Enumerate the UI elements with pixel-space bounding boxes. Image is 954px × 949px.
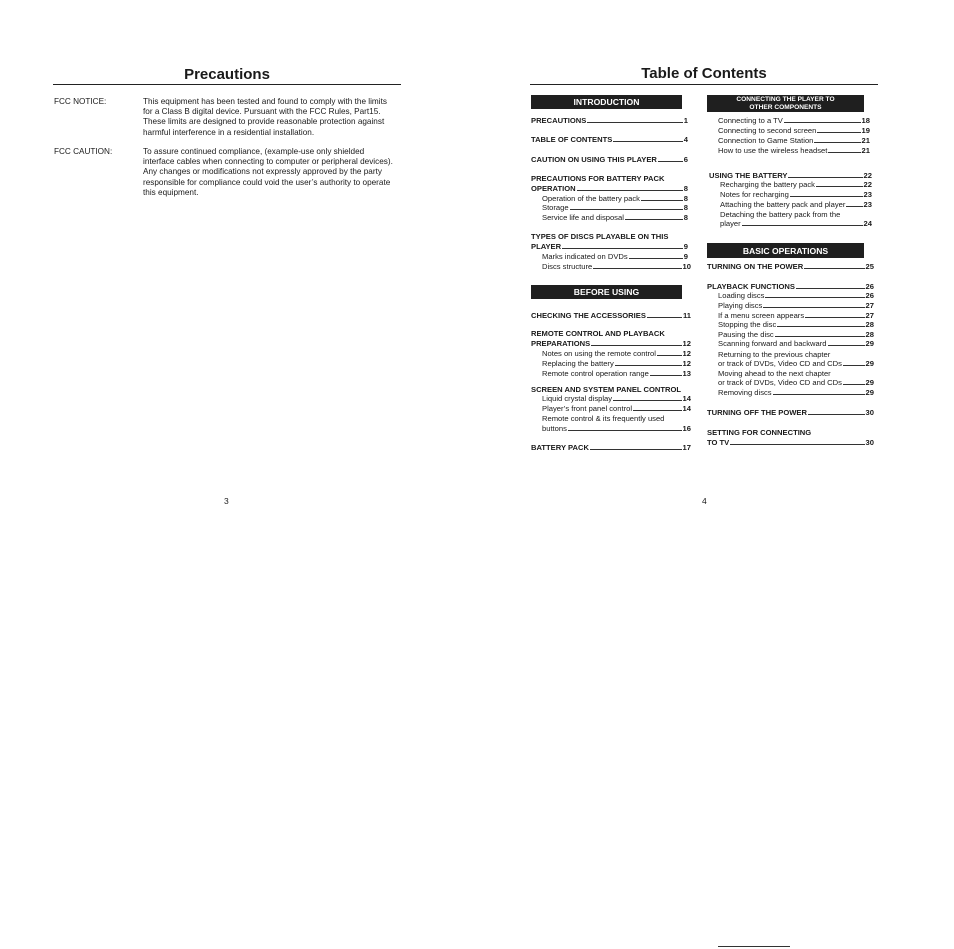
toc-entry-label: Notes for recharging <box>720 190 789 199</box>
toc-page-number: 26 <box>865 291 874 300</box>
fcc-caution-line: To assure continued compliance, (example-use only shielded <box>143 147 365 156</box>
fcc-notice-line: This equipment has been tested and found to comply with the limits <box>143 97 387 106</box>
toc-page-number: 30 <box>865 438 874 447</box>
toc-page-number: 30 <box>865 408 874 417</box>
fcc-caution-line: this equipment. <box>143 187 199 197</box>
toc-page-number: 4 <box>683 135 688 144</box>
toc-leader-line <box>587 122 682 123</box>
toc-entry-label: USING THE BATTERY <box>709 171 788 180</box>
toc-leader-line <box>777 326 864 327</box>
toc-entry-label: Discs structure <box>542 262 593 271</box>
toc-entry <box>720 200 872 209</box>
toc-page-number: 22 <box>863 180 872 189</box>
toc-entry-label: Playing discs <box>718 301 763 310</box>
toc-page-number: 22 <box>863 171 872 180</box>
toc-entry <box>707 408 874 417</box>
toc-leader-line <box>629 258 683 259</box>
toc-entry-label: SETTING FOR CONNECTING <box>707 428 812 437</box>
toc-entry <box>531 443 691 452</box>
toc-entry-label: Notes on using the remote control <box>542 349 656 358</box>
toc-page-number: 17 <box>682 443 691 452</box>
fcc-notice-label: FCC NOTICE: <box>54 97 107 106</box>
toc-leader-line <box>577 190 683 191</box>
toc-entry-label: PRECAUTIONS FOR BATTERY PACK <box>531 174 665 183</box>
toc-entry <box>718 116 870 125</box>
section-banner-introduction: INTRODUCTION <box>531 95 682 109</box>
toc-entry <box>707 262 874 271</box>
toc-leader-line <box>816 186 863 187</box>
toc-entry <box>542 404 691 413</box>
toc-entry-label: buttons <box>542 424 567 433</box>
toc-entry <box>531 184 688 193</box>
toc-entry-label: Stopping the disc <box>718 320 777 329</box>
toc-entry-label: SCREEN AND SYSTEM PANEL CONTROL <box>531 385 682 394</box>
toc-page-number: 23 <box>863 190 872 199</box>
precautions-title: Precautions <box>184 66 270 83</box>
toc-entry <box>718 301 874 310</box>
precautions-title-rule <box>53 84 401 85</box>
toc-leader-line <box>817 132 860 133</box>
toc-entry-label: PLAYBACK FUNCTIONS <box>707 282 795 291</box>
toc-leader-line <box>568 430 682 431</box>
page-number-left: 3 <box>224 496 229 506</box>
toc-entry <box>531 339 691 348</box>
toc-page-number: 14 <box>682 394 691 403</box>
toc-leader-line <box>843 365 865 366</box>
toc-entry <box>718 378 874 387</box>
toc-entry <box>542 194 688 203</box>
fcc-caution-line: interface cables when connecting to computer or peripheral devices). <box>143 157 393 167</box>
toc-entry <box>718 320 874 329</box>
toc-entry <box>542 414 664 423</box>
toc-page-number: 1 <box>683 116 688 125</box>
toc-leader-line <box>775 336 865 337</box>
toc-leader-line <box>658 161 683 162</box>
toc-leader-line <box>804 268 864 269</box>
toc-entry-label: Removing discs <box>718 388 772 397</box>
toc-leader-line <box>562 248 683 249</box>
toc-leader-line <box>650 375 682 376</box>
toc-entry <box>707 282 874 291</box>
toc-page-number: 29 <box>865 388 874 397</box>
toc-page-number: 8 <box>683 203 688 212</box>
toc-leader-line <box>641 200 683 201</box>
toc-page-number: 14 <box>682 404 691 413</box>
toc-entry-label: Remote control operation range <box>542 369 649 378</box>
toc-entry-label: Returning to the previous chapter <box>718 350 831 359</box>
toc-entry-label: PLAYER <box>531 242 562 251</box>
toc-entry <box>542 369 691 378</box>
toc-entry <box>718 369 831 378</box>
toc-page-number: 8 <box>683 194 688 203</box>
toc-leader-line <box>742 225 863 226</box>
toc-entry-label: Scanning forward and backward <box>718 339 827 348</box>
section-banner-connecting <box>707 95 864 112</box>
toc-entry-label: TO TV <box>707 438 730 447</box>
toc-entry <box>720 180 872 189</box>
toc-entry <box>720 219 872 228</box>
toc-entry-label: Operation of the battery pack <box>542 194 640 203</box>
toc-leader-line <box>590 449 682 450</box>
toc-entry-label: REMOTE CONTROL AND PLAYBACK <box>531 329 665 338</box>
toc-leader-line <box>828 152 860 153</box>
toc-page-number: 12 <box>682 349 691 358</box>
toc-entry <box>542 262 691 271</box>
toc-entry-label: Loading discs <box>718 291 765 300</box>
toc-entry-label: Detaching the battery pack from the <box>720 210 841 219</box>
toc-leader-line <box>796 288 865 289</box>
toc-entry-label: Player’s front panel control <box>542 404 633 413</box>
toc-entry <box>718 146 870 155</box>
toc-entry <box>718 339 874 348</box>
toc-leader-line <box>615 365 682 366</box>
toc-entry <box>542 424 691 433</box>
toc-page-number: 13 <box>682 369 691 378</box>
toc-entry <box>709 171 872 180</box>
toc-page-number: 18 <box>861 116 870 125</box>
toc-entry-label: Connection to Game Station <box>718 136 814 145</box>
fcc-notice-line: harmful interference in a residential installation. <box>143 127 315 137</box>
toc-page-number: 6 <box>683 155 688 164</box>
toc-entry <box>718 126 870 135</box>
toc-entry-label: Connecting to second screen <box>718 126 817 135</box>
toc-page-number: 27 <box>865 301 874 310</box>
toc-leader-line <box>613 141 682 142</box>
toc-leader-line <box>633 410 681 411</box>
toc-page-number: 24 <box>863 219 872 228</box>
toc-leader-line <box>843 384 865 385</box>
toc-title: Table of Contents <box>641 65 767 82</box>
toc-page-number: 8 <box>683 184 688 193</box>
toc-entry <box>718 311 874 320</box>
toc-title-rule <box>530 84 878 85</box>
toc-page-number: 28 <box>865 320 874 329</box>
toc-page-number: 11 <box>682 311 691 320</box>
toc-page-number: 16 <box>682 424 691 433</box>
toc-entry <box>531 135 688 144</box>
toc-page-number: 8 <box>683 213 688 222</box>
toc-entry <box>531 329 665 338</box>
toc-entry <box>531 155 688 164</box>
toc-leader-line <box>790 196 863 197</box>
toc-entry <box>531 385 681 394</box>
toc-page-number: 10 <box>682 262 691 271</box>
fcc-caution-line: responsible for compliance could void the user’s authority to operate <box>143 177 391 187</box>
toc-leader-line <box>773 394 865 395</box>
toc-leader-line <box>591 345 681 346</box>
toc-entry <box>718 359 874 368</box>
toc-entry-label: Service life and disposal <box>542 213 624 222</box>
toc-page-number: 21 <box>861 136 870 145</box>
toc-page-number: 23 <box>863 200 872 209</box>
toc-leader-line <box>808 414 865 415</box>
toc-leader-line <box>730 444 864 445</box>
toc-entry-label: CAUTION ON USING THIS PLAYER <box>531 155 657 164</box>
toc-entry <box>542 394 691 403</box>
toc-entry-label: PRECAUTIONS <box>531 116 587 125</box>
toc-page-number: 9 <box>683 242 688 251</box>
toc-entry-label: or track of DVDs, Video CD and CDs <box>718 378 842 387</box>
toc-entry-label: Replacing the battery <box>542 359 614 368</box>
toc-leader-line <box>828 345 865 346</box>
fcc-caution-line: Any changes or modifications not expressly approved by the party <box>143 167 382 177</box>
toc-page-number: 27 <box>865 311 874 320</box>
toc-page-number: 28 <box>865 330 874 339</box>
bottom-divider <box>718 946 790 947</box>
toc-entry <box>718 350 830 359</box>
section-banner-before-using: BEFORE USING <box>531 285 682 299</box>
toc-entry-label: Connecting to a TV <box>718 116 783 125</box>
toc-entry-label: How to use the wireless headset <box>718 146 828 155</box>
toc-leader-line <box>593 268 681 269</box>
toc-entry <box>531 116 688 125</box>
toc-entry-label: If a menu screen appears <box>718 311 805 320</box>
toc-entry-label: or track of DVDs, Video CD and CDs <box>718 359 842 368</box>
toc-entry-label: Attaching the battery pack and player <box>720 200 846 209</box>
toc-page-number: 12 <box>682 339 691 348</box>
toc-entry-label: PREPARATIONS <box>531 339 591 348</box>
toc-leader-line <box>765 297 864 298</box>
toc-entry-label: Recharging the battery pack <box>720 180 815 189</box>
toc-entry <box>718 388 874 397</box>
toc-entry <box>542 252 688 261</box>
fcc-notice-line: These limits are designed to provide reasonable protection against <box>143 117 385 127</box>
toc-leader-line <box>784 122 861 123</box>
toc-entry-label: player <box>720 219 741 228</box>
toc-entry-label: Remote control & its frequently used <box>542 414 665 423</box>
toc-leader-line <box>570 209 683 210</box>
toc-entry-label: OPERATION <box>531 184 576 193</box>
toc-entry-label: CHECKING THE ACCESSORIES <box>531 311 646 320</box>
toc-leader-line <box>657 355 682 356</box>
toc-page-number: 25 <box>865 262 874 271</box>
section-banner-basic-operations: BASIC OPERATIONS <box>707 243 864 258</box>
toc-entry-label: Moving ahead to the next chapter <box>718 369 831 378</box>
section-banner-connecting-line1: CONNECTING THE PLAYER TO <box>736 96 835 104</box>
toc-entry-label: Marks indicated on DVDs <box>542 252 628 261</box>
toc-entry-label: TURNING OFF THE POWER <box>707 408 807 417</box>
toc-page-number: 29 <box>865 378 874 387</box>
fcc-notice-line: for a Class B digital device. Pursuant with the FCC Rules, Part15. <box>143 107 381 117</box>
toc-leader-line <box>814 142 860 143</box>
toc-entry <box>720 190 872 199</box>
toc-entry <box>542 349 691 358</box>
toc-entry-label: TURNING ON THE POWER <box>707 262 804 271</box>
toc-page-number: 19 <box>861 126 870 135</box>
toc-entry <box>707 428 811 437</box>
toc-entry <box>718 291 874 300</box>
toc-leader-line <box>788 177 862 178</box>
page-number-right: 4 <box>702 496 707 506</box>
fcc-notice-text <box>143 97 405 138</box>
toc-entry <box>531 311 691 320</box>
toc-leader-line <box>763 307 864 308</box>
toc-entry <box>531 242 688 251</box>
toc-page-number: 26 <box>865 282 874 291</box>
section-banner-connecting-line2: OTHER COMPONENTS <box>749 103 822 111</box>
toc-entry-label: TYPES OF DISCS PLAYABLE ON THIS <box>531 232 669 241</box>
toc-entry <box>720 210 840 219</box>
fcc-caution-label: FCC CAUTION: <box>54 147 113 156</box>
toc-entry <box>542 359 691 368</box>
toc-page-number: 9 <box>683 252 688 261</box>
toc-page-number: 29 <box>865 359 874 368</box>
toc-leader-line <box>613 400 681 401</box>
toc-leader-line <box>805 317 864 318</box>
toc-entry <box>718 330 874 339</box>
toc-entry <box>542 213 688 222</box>
toc-leader-line <box>647 317 682 318</box>
toc-leader-line <box>625 219 683 220</box>
toc-entry <box>542 203 688 212</box>
fcc-caution-text <box>143 147 405 198</box>
toc-entry-label: BATTERY PACK <box>531 443 589 452</box>
toc-entry <box>531 232 668 241</box>
toc-page-number: 29 <box>865 339 874 348</box>
toc-entry <box>718 136 870 145</box>
toc-entry <box>531 174 664 183</box>
toc-entry <box>707 438 874 447</box>
toc-page-number: 21 <box>861 146 870 155</box>
toc-page-number: 12 <box>682 359 691 368</box>
toc-entry-label: Storage <box>542 203 569 212</box>
toc-entry-label: TABLE OF CONTENTS <box>531 135 613 144</box>
toc-leader-line <box>846 206 862 207</box>
toc-entry-label: Pausing the disc <box>718 330 774 339</box>
toc-entry-label: Liquid crystal display <box>542 394 613 403</box>
